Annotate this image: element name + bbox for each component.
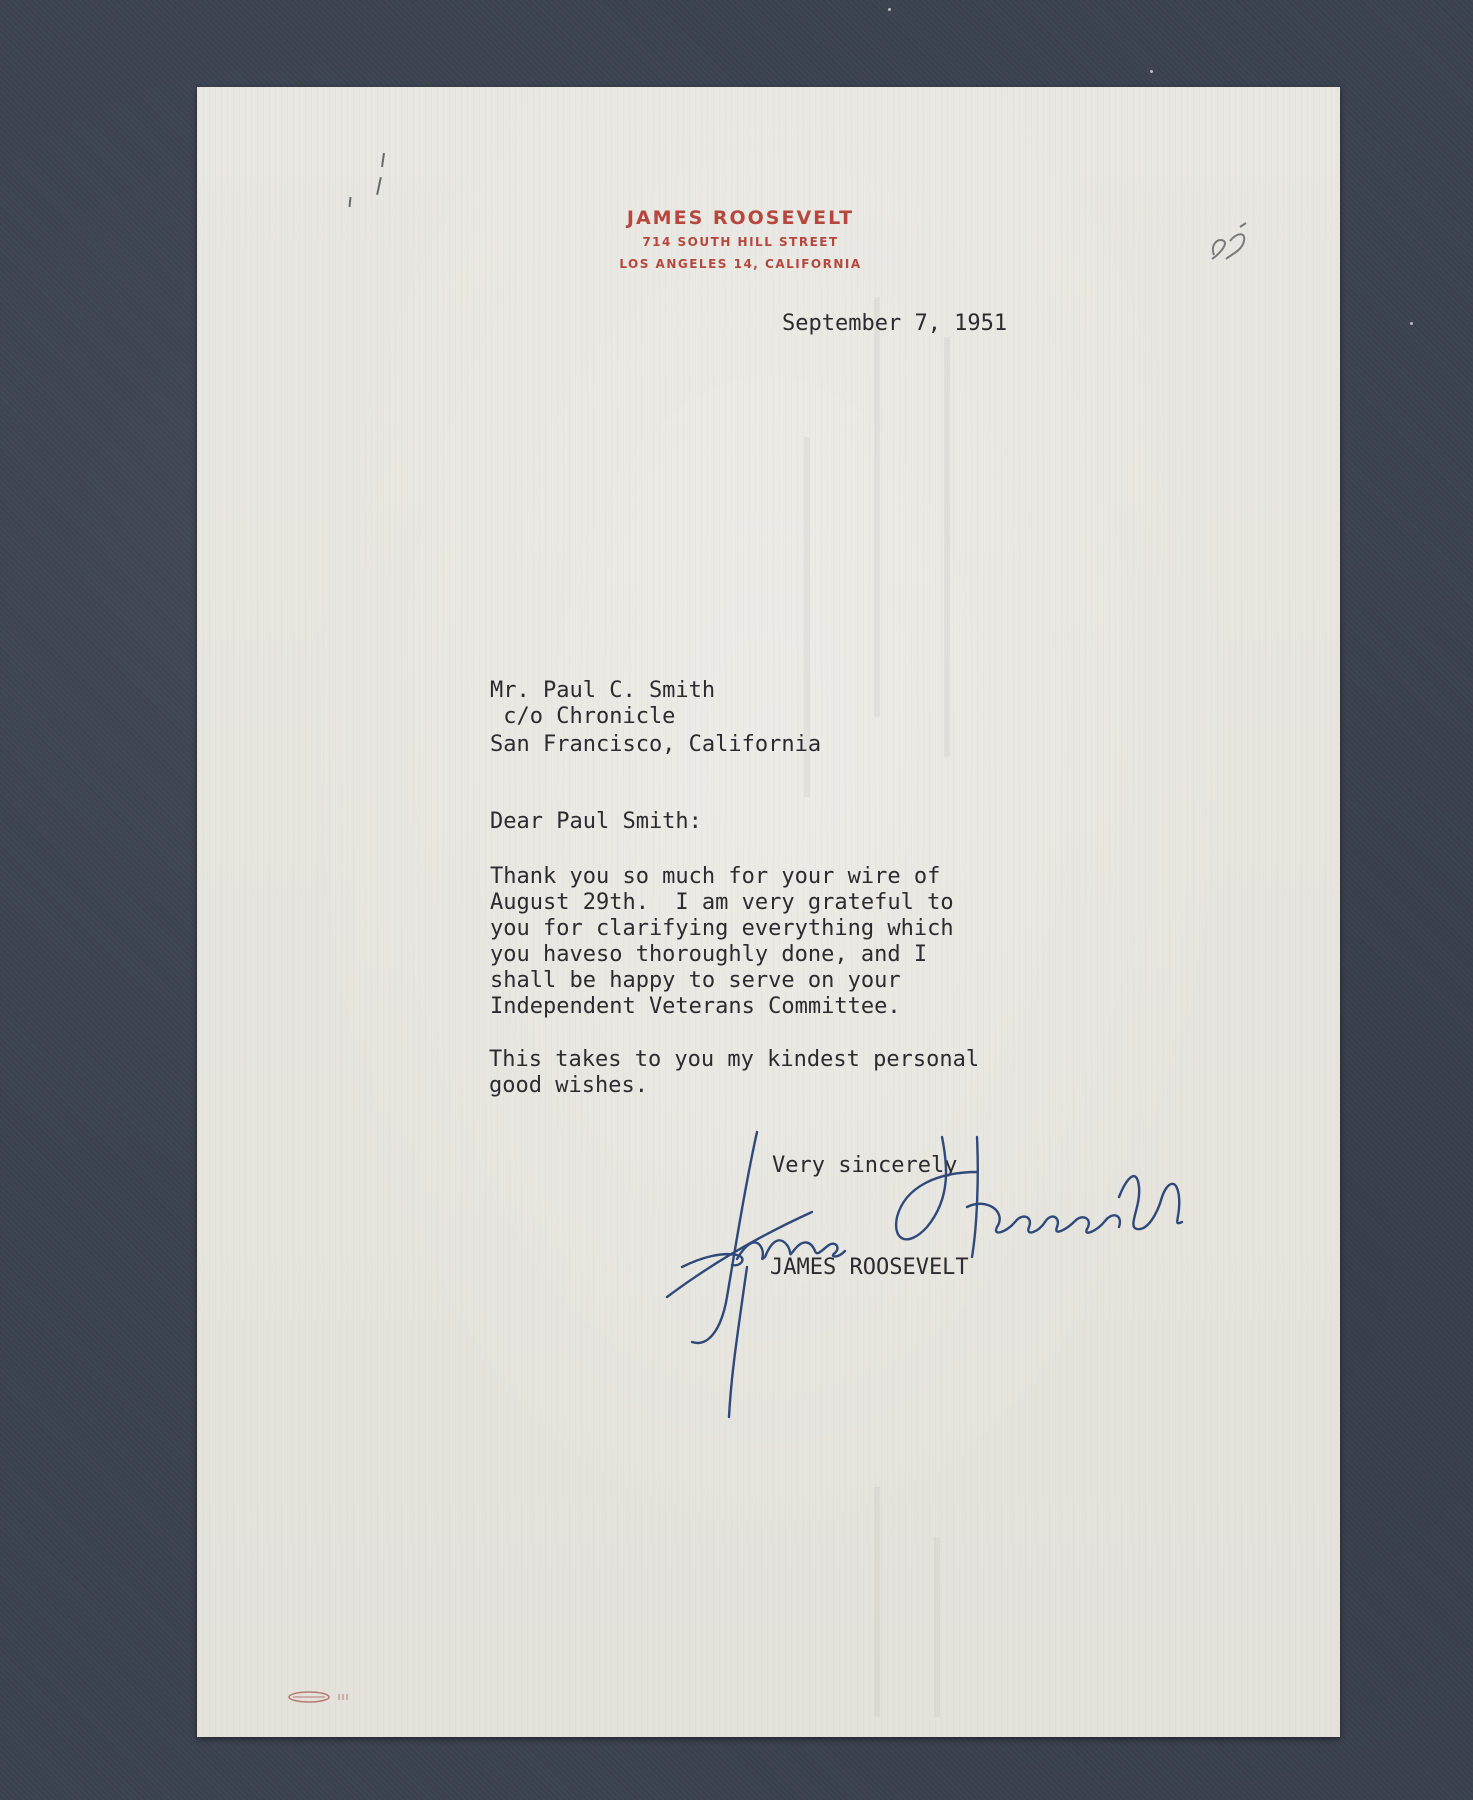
pencil-note-mark: [1200, 215, 1260, 275]
body-p2-line-1: This takes to you my kindest personal: [489, 1047, 980, 1072]
letterhead-street: 714 SOUTH HILL STREET: [642, 235, 839, 249]
body-p1-line-6: Independent Veterans Committee.: [490, 994, 901, 1019]
body-p2-line-2: good wishes.: [489, 1073, 648, 1098]
recipient-line-3: San Francisco, California: [490, 732, 822, 757]
stray-mark: [348, 197, 351, 207]
signer-typed-name: JAMES ROOSEVELT: [770, 1255, 969, 1280]
letterhead: [197, 207, 1340, 271]
body-p1-line-2: August 29th. I am very grateful to: [490, 890, 954, 915]
letter-date: September 7, 1951: [782, 311, 1008, 336]
printer-union-mark: [287, 1690, 367, 1704]
backdrop-speck: [888, 8, 891, 11]
salutation: Dear Paul Smith:: [490, 809, 702, 834]
handwritten-signature: [647, 1117, 1473, 1437]
body-p1-line-1: Thank you so much for your wire of: [490, 864, 941, 889]
recipient-line-1: Mr. Paul C. Smith: [490, 678, 716, 703]
body-p1-line-3: you for clarifying everything which: [490, 916, 954, 941]
stray-mark: [381, 153, 385, 167]
letterhead-city: LOS ANGELES 14, CALIFORNIA: [619, 257, 862, 271]
body-p1-line-5: shall be happy to serve on your: [490, 968, 901, 993]
backdrop-speck: [1410, 322, 1413, 325]
stray-mark: [376, 177, 382, 195]
body-p1-line-4: you haveso thoroughly done, and I: [490, 942, 928, 967]
backdrop-speck: [1150, 70, 1153, 73]
letterhead-name: JAMES ROOSEVELT: [626, 207, 855, 229]
letter-paper: [197, 87, 1340, 1737]
recipient-line-2: c/o Chronicle: [490, 704, 676, 729]
closing: Very sincerely: [772, 1153, 958, 1178]
